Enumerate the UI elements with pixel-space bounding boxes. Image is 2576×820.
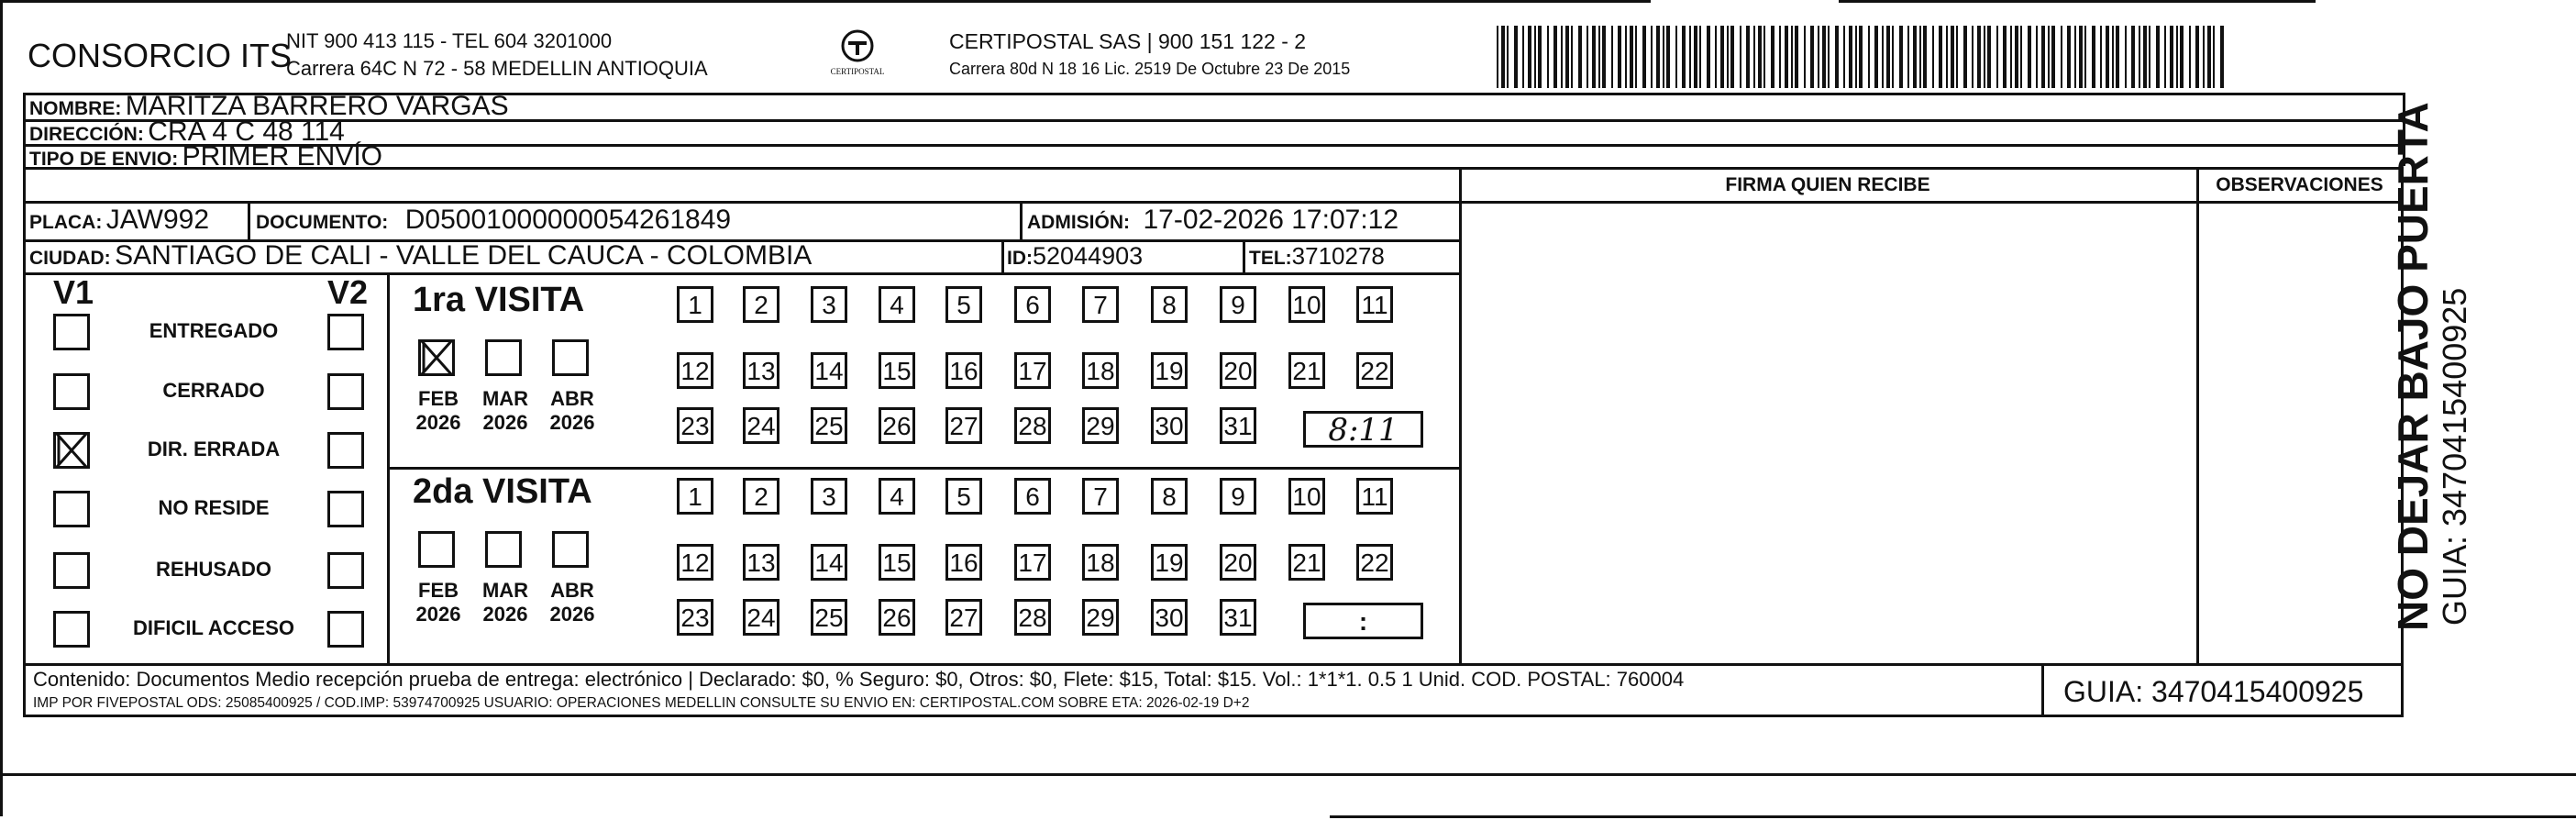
footer-guia: GUIA: 3470415400925 (2063, 675, 2364, 708)
nombre-value: MARITZA BARRERO VARGAS (125, 91, 509, 121)
placa-value: JAW992 (105, 205, 210, 235)
obs-left-line (2196, 167, 2199, 665)
documento-value: D05001000000054261849 (404, 205, 732, 235)
day-box[interactable]: 5 (945, 478, 982, 515)
observaciones-header: OBSERVACIONES (2216, 174, 2383, 195)
month-label: ABR (550, 387, 594, 410)
tipo-row (29, 141, 383, 173)
day-box[interactable]: 7 (1082, 478, 1119, 515)
ciudad-label: CIUDAD: (29, 248, 111, 269)
admision-divider (1020, 201, 1023, 239)
day-box[interactable]: 11 (1356, 286, 1393, 323)
day-box[interactable]: 6 (1014, 286, 1051, 323)
visit-divider (387, 467, 1460, 470)
day-box[interactable]: 14 (811, 352, 847, 389)
check-mark-icon (53, 432, 90, 469)
month-label: FEB (418, 387, 459, 410)
placa-label: PLACA: (29, 212, 103, 233)
v1-label: V1 (53, 273, 94, 311)
day-box[interactable]: 13 (743, 352, 779, 389)
status-v2-checkbox[interactable] (327, 611, 364, 648)
day-box[interactable]: 1 (677, 478, 713, 515)
day-box[interactable]: 25 (811, 599, 847, 636)
day-box[interactable]: 26 (879, 407, 915, 444)
day-box[interactable]: 28 (1014, 599, 1051, 636)
visit-time-box[interactable]: : (1303, 603, 1423, 639)
month-checkbox[interactable] (552, 339, 589, 376)
status-v2-checkbox[interactable] (327, 491, 364, 527)
day-box[interactable]: 27 (945, 599, 982, 636)
day-box[interactable]: 26 (879, 599, 915, 636)
nit-line: NIT 900 413 115 - TEL 604 3201000 (286, 29, 613, 52)
year-label: 2026 (415, 603, 461, 626)
year-label: 2026 (549, 411, 595, 434)
day-box[interactable]: 9 (1220, 286, 1256, 323)
day-box[interactable]: 17 (1014, 544, 1051, 581)
day-box[interactable]: 24 (743, 599, 779, 636)
day-box[interactable]: 16 (945, 352, 982, 389)
status-v2-checkbox[interactable] (327, 432, 364, 469)
year-label: 2026 (482, 603, 528, 626)
day-box[interactable]: 28 (1014, 407, 1051, 444)
day-box[interactable]: 30 (1151, 599, 1188, 636)
day-box[interactable]: 25 (811, 407, 847, 444)
id-divider (1001, 239, 1004, 272)
status-option-label: REHUSADO (156, 558, 271, 581)
status-v1-checkbox[interactable] (53, 314, 90, 350)
day-box[interactable]: 29 (1082, 407, 1119, 444)
day-box[interactable]: 16 (945, 544, 982, 581)
second-visit-title: 2da VISITA (413, 472, 592, 511)
carrier-line: CERTIPOSTAL SAS | 900 151 122 - 2 (949, 29, 1307, 53)
first-visit-title: 1ra VISITA (413, 281, 585, 319)
status-v1-checkbox[interactable] (53, 432, 90, 469)
tel-row (1249, 239, 1385, 277)
status-option-label: ENTREGADO (149, 319, 279, 342)
observations-area[interactable] (2203, 206, 2397, 660)
day-box[interactable]: 15 (879, 352, 915, 389)
year-label: 2026 (482, 411, 528, 434)
status-v1-checkbox[interactable] (53, 552, 90, 589)
day-box[interactable]: 12 (677, 544, 713, 581)
day-box[interactable]: 22 (1356, 352, 1393, 389)
id-value: 52044903 (1033, 242, 1144, 270)
company-name: CONSORCIO ITS (28, 37, 293, 74)
carrier-license: Carrera 80d N 18 16 Lic. 2519 De Octubre 23 De 2015 (949, 60, 1351, 78)
day-box[interactable]: 27 (945, 407, 982, 444)
contenido-line: Contenido: Documentos Medio recepción prueba de entrega: electrónico | Declarado: $0, % Seguro: $0, Otros: $0, Flete: $15, Total: $15. Vol.: 1*1*1. 0.5 1 Unid. COD. POSTAL: 760004 (33, 668, 1685, 691)
status-option-label: DIR. ERRADA (147, 438, 281, 460)
status-option-label: CERRADO (162, 379, 265, 402)
month-checkbox[interactable] (418, 339, 455, 376)
day-box[interactable]: 15 (879, 544, 915, 581)
footer-bottom-line (23, 715, 2403, 717)
day-box[interactable]: 13 (743, 544, 779, 581)
signature-area[interactable] (1467, 206, 2192, 660)
footer-top-line (23, 663, 2403, 666)
day-box[interactable]: 2 (743, 478, 779, 515)
day-box[interactable]: 10 (1288, 478, 1325, 515)
imp-line: IMP POR FIVEPOSTAL ODS: 25085400925 / COD.IMP: 53974700925 USUARIO: OPERACIONES MEDELLIN CONSULTE SU ENVIO EN: CERTIPOSTAL.COM SOBRE ETA: 2026-02-19 D+2 (33, 695, 1250, 711)
day-box[interactable]: 2 (743, 286, 779, 323)
side-guia: GUIA: 3470415400925 (2436, 287, 2473, 626)
id-row (1007, 239, 1143, 277)
placa-row (29, 201, 209, 244)
month-checkbox[interactable] (418, 531, 455, 568)
month-label: MAR (481, 579, 529, 602)
day-box[interactable]: 5 (945, 286, 982, 323)
day-box[interactable]: 30 (1151, 407, 1188, 444)
day-box[interactable]: 6 (1014, 478, 1051, 515)
direccion-label: DIRECCIÓN: (29, 124, 144, 145)
day-box[interactable]: 31 (1220, 599, 1256, 636)
day-box[interactable]: 19 (1151, 352, 1188, 389)
status-v2-checkbox[interactable] (327, 552, 364, 589)
day-box[interactable]: 14 (811, 544, 847, 581)
bottom-edge-line (1330, 815, 2576, 818)
sig-header-line (1459, 201, 2401, 204)
status-option-label: DIFICIL ACCESO (132, 616, 294, 639)
form-left-line (23, 93, 26, 715)
year-label: 2026 (549, 603, 595, 626)
tel-value: 3710278 (1291, 242, 1385, 270)
status-v1-checkbox[interactable] (53, 491, 90, 527)
ciudad-row (29, 239, 812, 277)
day-box[interactable]: 21 (1288, 352, 1325, 389)
day-box[interactable]: 18 (1082, 352, 1119, 389)
direccion-value: CRA 4 C 48 114 (148, 116, 345, 147)
barcode (1497, 26, 2226, 88)
documento-row (256, 201, 731, 244)
admision-value: 17-02-2026 17:07:12 (1143, 205, 1399, 235)
status-v1-checkbox[interactable] (53, 611, 90, 648)
day-box[interactable]: 12 (677, 352, 713, 389)
day-box[interactable]: 20 (1220, 352, 1256, 389)
day-box[interactable]: 8 (1151, 478, 1188, 515)
day-box[interactable]: 8 (1151, 286, 1188, 323)
documento-label: DOCUMENTO: (256, 212, 389, 233)
day-box[interactable]: 9 (1220, 478, 1256, 515)
nombre-label: NOMBRE: (29, 98, 122, 119)
day-box[interactable]: 31 (1220, 407, 1256, 444)
admision-label: ADMISIÓN: (1027, 212, 1130, 233)
day-box[interactable]: 4 (879, 478, 915, 515)
status-option-label: NO RESIDE (158, 496, 270, 519)
day-box[interactable]: 23 (677, 407, 713, 444)
status-v2-checkbox[interactable] (327, 314, 364, 350)
no-dejar-warning: NO DEJAR BAJO PUERTA (2389, 102, 2437, 631)
day-box[interactable]: 17 (1014, 352, 1051, 389)
tel-label: TEL: (1249, 248, 1292, 269)
day-box[interactable]: 20 (1220, 544, 1256, 581)
placa-divider (248, 201, 250, 239)
month-label: MAR (481, 387, 529, 410)
day-box[interactable]: 11 (1356, 478, 1393, 515)
logo-text: CERTIPOSTAL (830, 67, 885, 76)
admision-row (1027, 201, 1399, 244)
day-box[interactable]: 3 (811, 478, 847, 515)
day-box[interactable]: 19 (1151, 544, 1188, 581)
bottom-border (0, 773, 2576, 776)
ciudad-value: SANTIAGO DE CALI - VALLE DEL CAUCA - COLOMBIA (115, 240, 813, 271)
month-label: ABR (550, 579, 594, 602)
day-box[interactable]: 1 (677, 286, 713, 323)
v2-label: V2 (327, 273, 369, 311)
top-border-right (1839, 0, 2316, 3)
day-box[interactable]: 29 (1082, 599, 1119, 636)
tipo-label: TIPO DE ENVIO: (29, 149, 179, 170)
month-checkbox[interactable] (552, 531, 589, 568)
day-box[interactable]: 10 (1288, 286, 1325, 323)
month-label: FEB (418, 579, 459, 602)
status-v1-checkbox[interactable] (53, 373, 90, 410)
left-border (0, 0, 3, 816)
day-box[interactable]: 18 (1082, 544, 1119, 581)
day-box[interactable]: 7 (1082, 286, 1119, 323)
day-box[interactable]: 22 (1356, 544, 1393, 581)
logo-icon (839, 28, 876, 64)
id-label: ID: (1007, 248, 1033, 269)
address-line: Carrera 64C N 72 - 58 MEDELLIN ANTIOQUIA (286, 57, 708, 80)
footer-guia-divider (2041, 663, 2044, 716)
certipostal-logo (830, 28, 885, 83)
carrier-info (949, 28, 1350, 83)
day-box[interactable]: 4 (879, 286, 915, 323)
firma-left-line (1459, 167, 1462, 665)
day-box[interactable]: 3 (811, 286, 847, 323)
visit-time-box[interactable]: 8:11 (1303, 411, 1423, 448)
side-text (2389, 102, 2473, 631)
month-checkbox[interactable] (485, 531, 522, 568)
company-info (286, 28, 708, 83)
top-border (0, 0, 1651, 3)
year-label: 2026 (415, 411, 461, 434)
day-box[interactable]: 21 (1288, 544, 1325, 581)
day-box[interactable]: 24 (743, 407, 779, 444)
month-checkbox[interactable] (485, 339, 522, 376)
day-box[interactable]: 23 (677, 599, 713, 636)
status-v2-checkbox[interactable] (327, 373, 364, 410)
tipo-value: PRIMER ENVÍO (182, 141, 383, 172)
tel-divider (1243, 239, 1245, 272)
firma-header: FIRMA QUIEN RECIBE (1725, 174, 1930, 195)
check-mark-icon (418, 339, 455, 376)
